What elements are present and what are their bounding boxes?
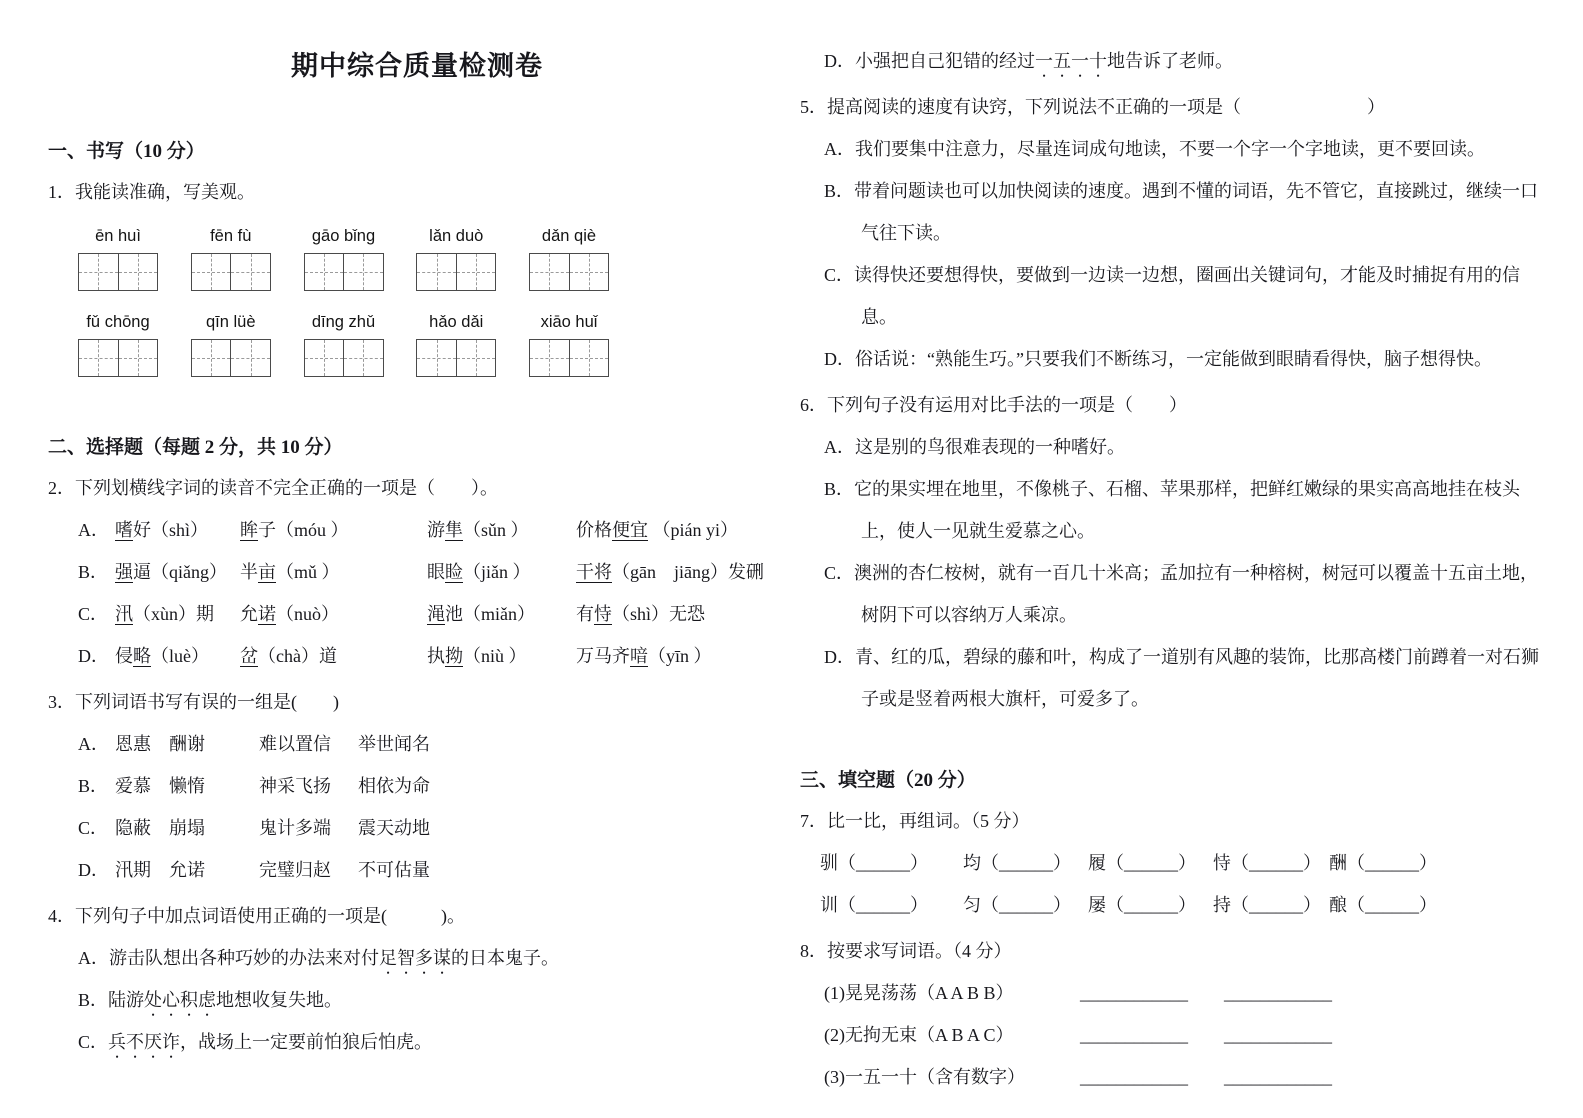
compare-word: 屡（______） <box>1088 895 1196 915</box>
word-item <box>576 509 786 551</box>
underlined-word: 强 <box>115 562 133 582</box>
q4-stem: 4．下列句子中加点词语使用正确的一项是( )。 <box>48 906 465 926</box>
q8-item-label: (1)晃晃荡荡（A A B B） <box>824 983 1014 1003</box>
q3-option-b <box>78 765 786 807</box>
q7-row-1 <box>820 842 1542 884</box>
grid-cell <box>569 340 609 376</box>
page-title: 期中综合质量检测卷 <box>291 51 543 81</box>
word-part: 允 <box>240 604 258 624</box>
word-item <box>240 593 427 635</box>
word-part: 游 <box>427 520 445 540</box>
compare-word: 酬（______） <box>1329 853 1437 873</box>
underlined-word: 干将 <box>576 562 612 582</box>
word-part: （luè） <box>151 646 209 666</box>
compare-word: 匀（______） <box>963 895 1071 915</box>
option-label: B． <box>78 776 109 796</box>
option-label: D． <box>78 646 109 666</box>
word-item <box>427 593 576 635</box>
q7-row-2 <box>820 884 1542 926</box>
writing-grid <box>416 339 496 377</box>
section-3-heading: 三、填空题（20 分） <box>800 770 976 791</box>
compare-word: 履（______） <box>1088 853 1196 873</box>
answer-blank: ____________ <box>1224 1025 1332 1045</box>
writing-grid <box>191 339 271 377</box>
answer-blank: ____________ <box>1080 1025 1188 1045</box>
pinyin-label: gāo bǐng <box>311 227 376 245</box>
option-label: D． <box>824 51 855 71</box>
underlined-word: 拗 <box>445 646 463 666</box>
word-part: （sǔn ） <box>463 520 529 540</box>
word-item <box>427 509 576 551</box>
q4-option-d <box>824 40 1542 82</box>
option-label: A． <box>824 437 855 457</box>
pinyin-label: lǎn duò <box>429 227 484 245</box>
pinyin-label: dīng zhǔ <box>311 313 376 331</box>
writing-unit <box>191 311 271 377</box>
word-part: 池（miǎn） <box>445 604 535 624</box>
writing-grid <box>529 253 609 291</box>
word-item: 酬谢 <box>169 734 205 754</box>
underlined-word: 喑 <box>630 646 648 666</box>
option-label: B． <box>824 181 855 201</box>
writing-grid <box>191 253 271 291</box>
q1-stem: 1．我能读准确，写美观。 <box>48 182 255 202</box>
word-part: 子（móu ） <box>258 520 349 540</box>
q4-option-c <box>78 1021 786 1063</box>
underlined-word: 亩 <box>258 562 276 582</box>
q4-option-a <box>78 937 786 979</box>
underlined-word: 嗜 <box>115 520 133 540</box>
option-text: 澳洲的杏仁桉树，就有一百几十米高；孟加拉有一种榕树，树冠可以覆盖十五亩土地，树阴下可以容纳万人乘凉。 <box>854 563 1539 625</box>
q2-stem: 2．下列划横线字词的读音不完全正确的一项是（ ）。 <box>48 478 498 498</box>
sentence-part: 地告诉了老师。 <box>1107 51 1233 71</box>
answer-blank: ____________ <box>1224 983 1332 1003</box>
writing-row-2 <box>78 311 609 377</box>
option-label: B． <box>78 562 109 582</box>
section-1-heading: 一、书写（10 分） <box>48 141 205 162</box>
q8-stem: 8．按要求写词语。（4 分） <box>800 941 1012 961</box>
word-item: 允诺 <box>169 860 205 880</box>
writing-unit <box>78 225 158 291</box>
grid-cell <box>417 254 456 290</box>
option-text: 青、红的瓜，碧绿的藤和叶，构成了一道别有风趣的装饰，比那高楼门前蹲着一对石狮子或是竖着两根大旗杆，可爱多了。 <box>855 647 1539 709</box>
q8-item-2 <box>824 1014 1542 1056</box>
compare-word: 恃（______） <box>1213 853 1321 873</box>
q5-option-d <box>824 338 1542 380</box>
word-item: 隐蔽 <box>115 818 151 838</box>
sentence-part: 小强把自己犯错的经过 <box>855 51 1035 71</box>
word-part: 侵 <box>115 646 133 666</box>
word-item <box>115 551 240 593</box>
pinyin-label: fǔ chōng <box>86 313 150 331</box>
word-item: 鬼计多端 <box>259 818 331 838</box>
pinyin-label: fēn fù <box>210 227 252 245</box>
option-label: C． <box>78 818 109 838</box>
option-label: A． <box>824 139 855 159</box>
writing-unit <box>416 225 496 291</box>
grid-cell <box>569 254 609 290</box>
sentence-part: 游击队想出各种巧妙的办法来对付 <box>109 948 379 968</box>
underlined-word: 隼 <box>445 520 463 540</box>
grid-cell <box>192 340 231 376</box>
q6-option-d <box>824 636 1542 720</box>
word-part: （mǔ ） <box>276 562 340 582</box>
writing-grid <box>416 253 496 291</box>
writing-grid <box>78 253 158 291</box>
option-label: C． <box>824 563 855 583</box>
q8-item-label: (3)一五一十（含有数字） <box>824 1067 1025 1087</box>
underlined-word: 渑 <box>427 604 445 624</box>
grid-cell <box>530 340 569 376</box>
word-item: 懒惰 <box>169 776 205 796</box>
grid-cell <box>118 340 158 376</box>
word-item <box>115 593 240 635</box>
word-item <box>576 551 786 593</box>
writing-unit <box>78 311 158 377</box>
underlined-word: 汛 <box>115 604 133 624</box>
writing-unit <box>304 225 384 291</box>
sentence-part: ，战场上一定要前怕狼后怕虎。 <box>180 1032 433 1052</box>
underlined-word: 眸 <box>240 520 258 540</box>
q6-option-b <box>824 468 1542 552</box>
writing-unit <box>304 311 384 377</box>
q2-option-a <box>78 509 786 551</box>
word-part: （shì）无恐 <box>612 604 706 624</box>
option-label: C． <box>824 265 855 285</box>
word-item <box>427 551 576 593</box>
option-label: D． <box>824 349 855 369</box>
writing-grid <box>304 339 384 377</box>
word-part: （chà）道 <box>258 646 337 666</box>
word-part: 逼（qiǎng） <box>133 562 227 582</box>
word-part: （niù ） <box>463 646 527 666</box>
option-text: 俗话说：“熟能生巧。”只要我们不断练习，一定能做到眼睛看得快，脑子想得快。 <box>855 349 1492 369</box>
q5-option-b <box>824 170 1542 254</box>
underlined-word: 岔 <box>240 646 258 666</box>
dotted-word: 一五一十 <box>1035 51 1107 71</box>
q6-option-a <box>824 426 1542 468</box>
word-item <box>115 509 240 551</box>
writing-unit <box>416 311 496 377</box>
pinyin-label: qīn lüè <box>205 313 256 331</box>
answer-blank: ____________ <box>1080 983 1188 1003</box>
word-item: 汛期 <box>115 860 151 880</box>
word-item <box>240 635 427 677</box>
writing-grid <box>78 339 158 377</box>
compare-word: 酿（______） <box>1329 895 1437 915</box>
word-item <box>427 635 576 677</box>
word-part: （xùn）期 <box>133 604 214 624</box>
grid-cell <box>343 254 383 290</box>
word-item <box>240 509 427 551</box>
word-part: （yīn ） <box>648 646 712 666</box>
grid-cell <box>305 340 344 376</box>
pinyin-label: ēn huì <box>95 227 141 245</box>
right-column <box>800 0 1542 1098</box>
word-part: （nuò） <box>276 604 339 624</box>
compare-word: 训（______） <box>820 895 928 915</box>
writing-grid <box>529 339 609 377</box>
option-text: 读得快还要想得快，要做到一边读一边想，圈画出关键词句，才能及时捕捉有用的信息。 <box>854 265 1521 327</box>
grid-cell <box>118 254 158 290</box>
word-item <box>576 593 786 635</box>
q2-option-d <box>78 635 786 677</box>
word-item: 完璧归赵 <box>259 860 331 880</box>
word-part: （pián yi） <box>648 520 738 540</box>
grid-cell <box>530 254 569 290</box>
grid-cell <box>417 340 456 376</box>
word-item: 震天动地 <box>358 818 430 838</box>
word-part: 价格 <box>576 520 612 540</box>
q3-option-a <box>78 723 786 765</box>
compare-word: 均（______） <box>963 853 1071 873</box>
q6-option-c <box>824 552 1542 636</box>
underlined-word: 睑 <box>445 562 463 582</box>
option-label: C． <box>78 1032 109 1052</box>
word-part: 万马齐 <box>576 646 630 666</box>
q5-stem: 5．提高阅读的速度有诀窍，下列说法不正确的一项是（ ） <box>800 97 1385 117</box>
option-text: 这是别的鸟很难表现的一种嗜好。 <box>855 437 1125 457</box>
q2-option-b <box>78 551 786 593</box>
left-column <box>48 0 786 1063</box>
option-text: 我们要集中注意力，尽量连词成句地读，不要一个字一个字地读，更不要回读。 <box>855 139 1485 159</box>
option-label: A． <box>78 734 109 754</box>
q5-option-a <box>824 128 1542 170</box>
grid-cell <box>305 254 344 290</box>
sentence-part: 地想收复失地。 <box>216 990 343 1010</box>
underlined-word: 诺 <box>258 604 276 624</box>
answer-blank: ____________ <box>1080 1067 1188 1087</box>
q8-item-1 <box>824 972 1542 1014</box>
word-part: （jiǎn ） <box>463 562 531 582</box>
word-item <box>115 635 240 677</box>
word-item: 难以置信 <box>259 734 331 754</box>
word-item: 相依为命 <box>358 776 430 796</box>
q2-option-c <box>78 593 786 635</box>
pinyin-label: dǎn qiè <box>541 227 597 245</box>
q4-option-b <box>78 979 786 1021</box>
pinyin-label: hǎo dǎi <box>429 313 484 331</box>
writing-grid <box>304 253 384 291</box>
option-text: 它的果实埋在地里，不像桃子、石榴、苹果那样，把鲜红嫩绿的果实高高地挂在枝头上，使人一见就生爱慕之心。 <box>854 479 1521 541</box>
grid-cell <box>230 340 270 376</box>
grid-cell <box>456 340 496 376</box>
option-label: A． <box>78 948 109 968</box>
answer-blank: ____________ <box>1224 1067 1332 1087</box>
word-item: 神采飞扬 <box>259 776 331 796</box>
grid-cell <box>230 254 270 290</box>
section-2-heading: 二、选择题（每题 2 分，共 10 分） <box>48 437 343 458</box>
word-item: 不可估量 <box>358 860 430 880</box>
word-part: （gān jiāng）发硎 <box>612 562 764 582</box>
word-item <box>240 551 427 593</box>
q3-option-c <box>78 807 786 849</box>
grid-cell <box>456 254 496 290</box>
compare-word: 驯（______） <box>820 853 928 873</box>
option-label: C． <box>78 604 109 624</box>
word-part: 好（shì） <box>133 520 209 540</box>
sentence-part: 的日本鬼子。 <box>451 948 559 968</box>
q8-item-3 <box>824 1056 1542 1098</box>
dotted-word: 足智多谋 <box>379 948 451 968</box>
word-item <box>576 635 786 677</box>
q7-stem: 7．比一比，再组词。（5 分） <box>800 811 1030 831</box>
grid-cell <box>79 340 118 376</box>
word-item: 恩惠 <box>115 734 151 754</box>
word-item: 举世闻名 <box>358 734 430 754</box>
option-label: D． <box>78 860 109 880</box>
word-part: 半 <box>240 562 258 582</box>
grid-cell <box>192 254 231 290</box>
dotted-word: 处心积虑 <box>144 990 217 1010</box>
grid-cell <box>343 340 383 376</box>
option-label: D． <box>824 647 855 667</box>
option-label: B． <box>824 479 855 499</box>
compare-word: 持（______） <box>1213 895 1321 915</box>
option-label: A． <box>78 520 109 540</box>
option-text: 带着问题读也可以加快阅读的速度。遇到不懂的词语，先不管它，直接跳过，继续一口气往下读。 <box>854 181 1539 243</box>
underlined-word: 便宜 <box>612 520 648 540</box>
word-part: 眼 <box>427 562 445 582</box>
writing-unit <box>529 225 609 291</box>
q5-option-c <box>824 254 1542 338</box>
word-item: 爱慕 <box>115 776 151 796</box>
option-label: B． <box>78 990 109 1010</box>
grid-cell <box>79 254 118 290</box>
q6-stem: 6．下列句子没有运用对比手法的一项是（ ） <box>800 395 1187 415</box>
q3-option-d <box>78 849 786 891</box>
underlined-word: 恃 <box>594 604 612 624</box>
writing-unit <box>529 311 609 377</box>
q8-item-label: (2)无拘无束（A B A C） <box>824 1025 1014 1045</box>
word-part: 执 <box>427 646 445 666</box>
sentence-part: 陆游 <box>108 990 145 1010</box>
underlined-word: 略 <box>133 646 151 666</box>
writing-row-1 <box>78 225 609 291</box>
q3-stem: 3．下列词语书写有误的一组是( ) <box>48 692 339 712</box>
pinyin-label: xiāo huǐ <box>540 313 598 331</box>
dotted-word: 兵不厌诈 <box>108 1032 181 1052</box>
word-part: 有 <box>576 604 594 624</box>
word-item: 崩塌 <box>169 818 205 838</box>
writing-unit <box>191 225 271 291</box>
